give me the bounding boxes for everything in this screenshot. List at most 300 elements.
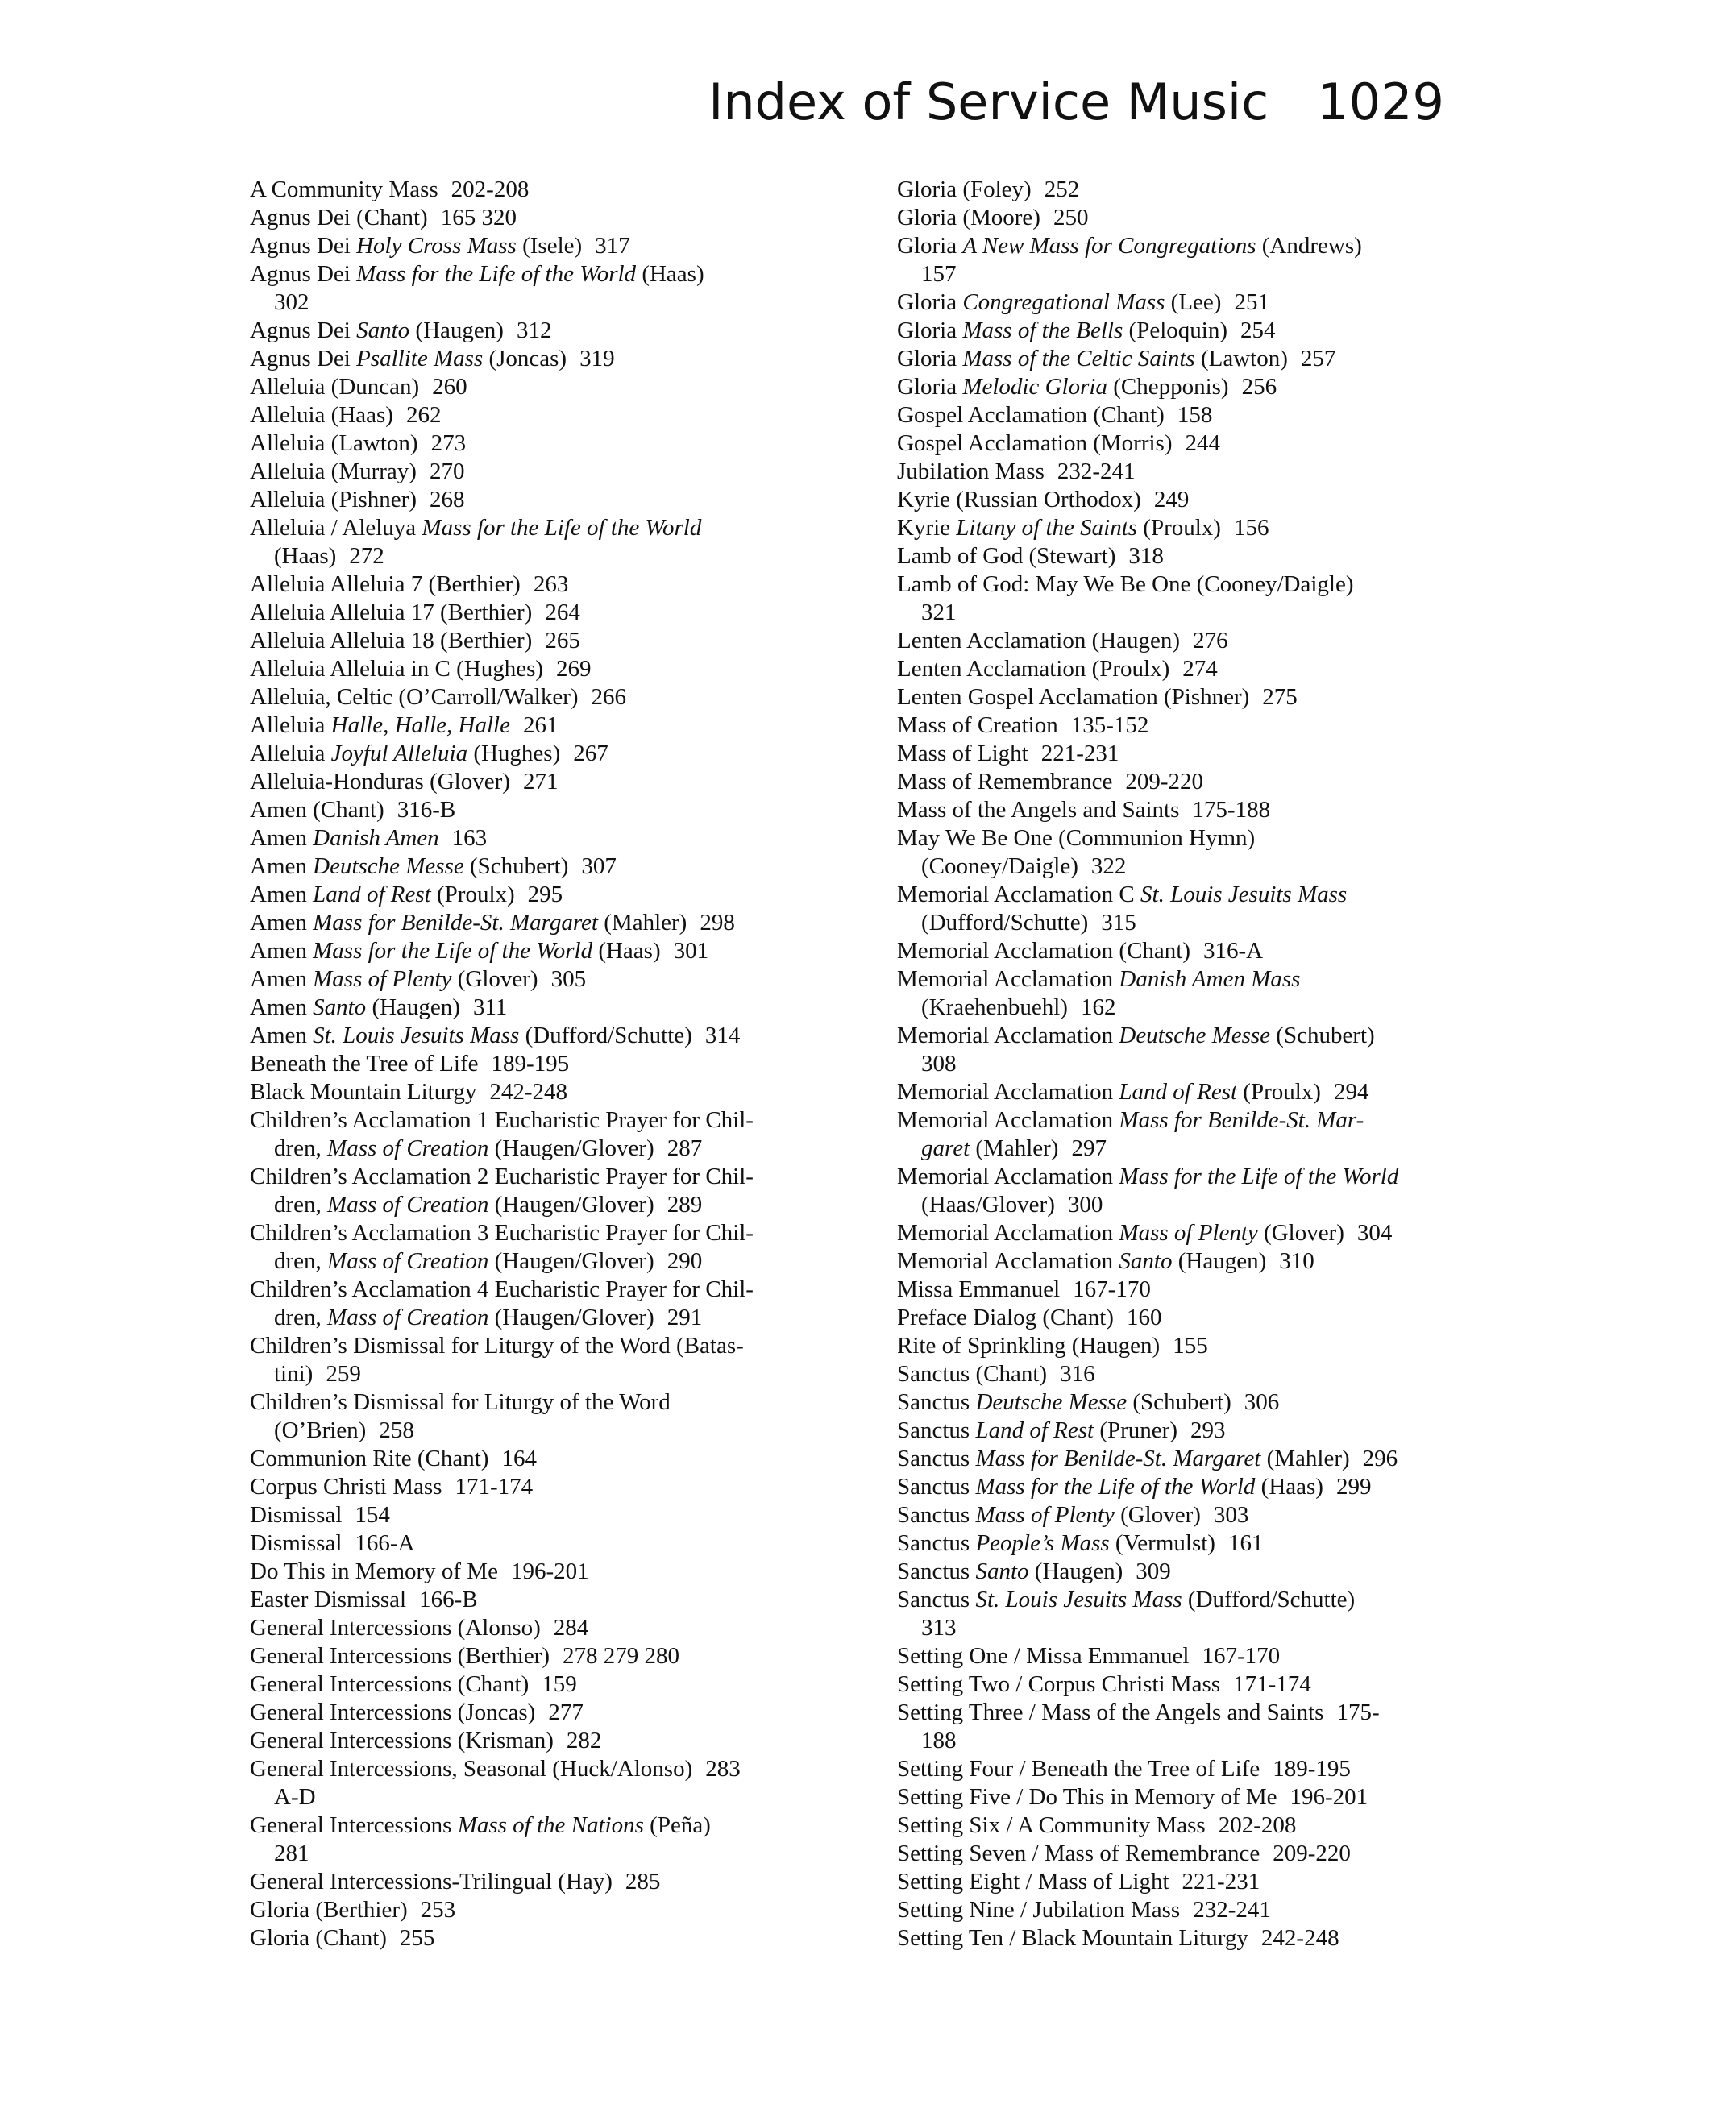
index-column-right xyxy=(897,176,1461,1952)
entry-text: Holy Cross Mass xyxy=(356,233,517,259)
entry-text: Gloria xyxy=(897,374,963,400)
entry-text: (Pruner) xyxy=(1094,1417,1177,1443)
entry-text: Setting Eight / Mass of Light xyxy=(897,1869,1169,1894)
entry-text: Agnus Dei xyxy=(250,233,357,259)
entry-text: Deutsche Messe xyxy=(1119,1023,1271,1048)
index-entry xyxy=(897,571,1461,627)
entry-page-ref: 232-241 xyxy=(1193,1897,1271,1923)
entry-page-ref: 290 xyxy=(667,1248,703,1274)
entry-text: Amen xyxy=(250,938,314,964)
entry-page-ref: 271 xyxy=(522,769,559,795)
entry-page-ref: 266 xyxy=(591,684,627,710)
entry-text: Melodic Gloria xyxy=(962,374,1107,400)
entry-text: (Chepponis) xyxy=(1107,374,1229,400)
index-entry xyxy=(250,796,814,824)
index-entry xyxy=(897,824,1461,881)
entry-page-ref: 265 xyxy=(545,628,580,654)
index-entry xyxy=(897,429,1461,458)
entry-text: Alleluia Alleluia 18 (Berthier) xyxy=(250,628,533,654)
entry-text: 313 xyxy=(921,1615,957,1641)
index-entry xyxy=(250,1727,814,1755)
entry-page-ref: 287 xyxy=(667,1135,703,1161)
index-entry xyxy=(250,1332,814,1388)
entry-text: dren, xyxy=(274,1305,328,1330)
entry-page-ref: 305 xyxy=(550,966,587,992)
entry-text: (Haas) xyxy=(636,261,704,287)
entry-page-ref: 196-201 xyxy=(1290,1784,1368,1810)
entry-text: Amen xyxy=(250,1023,314,1048)
index-entry xyxy=(250,1642,814,1670)
entry-page-ref: 289 xyxy=(667,1192,703,1218)
entry-page-ref: 135-152 xyxy=(1070,712,1149,738)
entry-page-ref: 319 xyxy=(579,346,615,371)
entry-text: St. Louis Jesuits Mass xyxy=(1140,882,1348,907)
entry-text: Alleluia (Lawton) xyxy=(250,430,418,456)
entry-page-ref: 303 xyxy=(1213,1502,1249,1528)
entry-text: Memorial Acclamation xyxy=(897,1248,1119,1274)
entry-text: (Schubert) xyxy=(1270,1023,1375,1048)
entry-text: garet xyxy=(921,1135,970,1161)
entry-page-ref: 293 xyxy=(1190,1417,1226,1443)
index-entry xyxy=(897,373,1461,401)
index-entry xyxy=(897,1247,1461,1276)
entry-text: General Intercessions (Joncas) xyxy=(250,1699,536,1725)
entry-text: Kyrie xyxy=(897,515,957,541)
entry-text: Halle, Halle, Halle xyxy=(330,712,510,738)
entry-text: Alleluia xyxy=(250,712,331,738)
entry-page-ref: 314 xyxy=(704,1023,741,1048)
entry-text: Danish Amen xyxy=(313,825,439,851)
entry-page-ref: 167-170 xyxy=(1202,1643,1281,1669)
entry-text: Alleluia xyxy=(250,741,331,766)
entry-page-ref: 252 xyxy=(1044,176,1080,202)
entry-text: Land of Rest xyxy=(313,882,431,907)
index-entry xyxy=(250,965,814,994)
index-entry xyxy=(897,232,1461,288)
entry-text: 321 xyxy=(921,600,957,625)
entry-page-ref: 254 xyxy=(1240,317,1276,343)
entry-text: Mass of Light xyxy=(897,741,1028,766)
entry-text: Memorial Acclamation C xyxy=(897,882,1141,907)
entry-text: Lamb of God: May We Be One (Cooney/Daigle) xyxy=(897,571,1354,597)
entry-text: Mass of Plenty xyxy=(313,966,452,992)
index-entry xyxy=(897,1276,1461,1304)
entry-text: Amen xyxy=(250,882,314,907)
entry-text: Gloria (Chant) xyxy=(250,1925,387,1951)
entry-text: Setting One / Missa Emmanuel xyxy=(897,1643,1190,1669)
index-entry xyxy=(250,317,814,345)
entry-page-ref: 189-195 xyxy=(491,1051,570,1077)
entry-text: Preface Dialog (Chant) xyxy=(897,1305,1114,1330)
index-entry xyxy=(250,514,814,571)
entry-text: Corpus Christi Mass xyxy=(250,1474,442,1500)
entry-text: St. Louis Jesuits Mass xyxy=(313,1023,520,1048)
entry-page-ref: 166-B xyxy=(419,1587,478,1612)
index-entry xyxy=(897,1332,1461,1360)
entry-text: (Haas) xyxy=(592,938,661,964)
entry-page-ref: 196-201 xyxy=(510,1558,589,1584)
entry-text: Mass of the Bells xyxy=(962,317,1123,343)
entry-page-ref: 298 xyxy=(700,910,735,936)
entry-text: Santo xyxy=(313,994,367,1020)
index-entry xyxy=(250,1050,814,1078)
entry-page-ref: 301 xyxy=(673,938,709,964)
index-entry xyxy=(250,1388,814,1445)
entry-page-ref: 310 xyxy=(1279,1248,1314,1274)
index-entry xyxy=(250,1670,814,1699)
entry-text: Do This in Memory of Me xyxy=(250,1558,498,1584)
entry-page-ref: 270 xyxy=(429,459,465,484)
entry-text: Children’s Dismissal for Liturgy of the Word xyxy=(250,1389,671,1415)
index-entry xyxy=(250,853,814,881)
entry-text: Lenten Gospel Acclamation (Pishner) xyxy=(897,684,1250,710)
entry-text: Children’s Acclamation 4 Eucharistic Prayer for Chil- xyxy=(250,1276,754,1302)
entry-page-ref: 282 xyxy=(566,1728,602,1753)
entry-page-ref: 232-241 xyxy=(1057,459,1136,484)
index-entry xyxy=(897,1811,1461,1840)
index-entry xyxy=(250,1699,814,1727)
entry-text: Alleluia / Aleluya xyxy=(250,515,422,541)
entry-page-ref: 306 xyxy=(1244,1389,1280,1415)
index-entry xyxy=(897,1078,1461,1106)
index-entry xyxy=(250,1501,814,1529)
entry-text: Land of Rest xyxy=(1119,1079,1238,1105)
entry-page-ref: 316-B xyxy=(397,797,456,823)
entry-text: Mass for the Life of the World xyxy=(975,1474,1256,1500)
entry-text: Mass for the Life of the World xyxy=(422,515,702,541)
index-entry xyxy=(897,1586,1461,1642)
entry-page-ref: 312 xyxy=(516,317,552,343)
entry-text: (Joncas) xyxy=(483,346,567,371)
entry-text: Mass for the Life of the World xyxy=(313,938,593,964)
entry-page-ref: 189-195 xyxy=(1273,1756,1351,1782)
index-entry xyxy=(250,1896,814,1924)
entry-text: (Peloquin) xyxy=(1123,317,1227,343)
entry-page-ref: 316-A xyxy=(1203,938,1264,964)
entry-text: Sanctus xyxy=(897,1389,976,1415)
entry-text: Mass of the Angels and Saints xyxy=(897,797,1180,823)
entry-text: Setting Seven / Mass of Remembrance xyxy=(897,1840,1260,1866)
index-entry xyxy=(250,1078,814,1106)
entry-page-ref: 276 xyxy=(1193,628,1228,654)
entry-text: Kyrie (Russian Orthodox) xyxy=(897,487,1141,512)
entry-text: Children’s Acclamation 1 Eucharistic Prayer for Chil- xyxy=(250,1107,754,1133)
index-entry xyxy=(897,1670,1461,1699)
index-entry xyxy=(250,1558,814,1586)
entry-text: (Dufford/Schutte) xyxy=(519,1023,692,1048)
entry-text: Children’s Dismissal for Liturgy of the Word (Batas- xyxy=(250,1333,744,1359)
index-entry xyxy=(250,712,814,740)
entry-text: Alleluia, Celtic (O’Carroll/Walker) xyxy=(250,684,579,710)
entry-text: (Glover) xyxy=(1257,1220,1344,1246)
index-entry xyxy=(897,1755,1461,1783)
entry-text: Mass of Creation xyxy=(327,1135,489,1161)
entry-page-ref: 260 xyxy=(432,374,467,400)
entry-text: General Intercessions-Trilingual (Hay) xyxy=(250,1869,613,1894)
index-entry xyxy=(897,1388,1461,1417)
entry-text: Gospel Acclamation (Morris) xyxy=(897,430,1173,456)
page-number: 1029 xyxy=(1317,73,1444,131)
index-entry xyxy=(897,1529,1461,1558)
entry-text: Alleluia (Murray) xyxy=(250,459,417,484)
entry-text: (Dufford/Schutte) xyxy=(1182,1587,1356,1612)
index-entry xyxy=(897,1840,1461,1868)
index-entry xyxy=(250,1219,814,1276)
index-entry xyxy=(250,909,814,937)
entry-text: Sanctus xyxy=(897,1558,976,1584)
entry-page-ref: 263 xyxy=(533,571,569,597)
entry-text: Memorial Acclamation xyxy=(897,1220,1119,1246)
entry-text: Alleluia-Honduras (Glover) xyxy=(250,769,510,795)
index-entry xyxy=(897,1642,1461,1670)
entry-text: Setting Five / Do This in Memory of Me xyxy=(897,1784,1277,1810)
entry-text: Mass of Plenty xyxy=(1119,1220,1258,1246)
entry-page-ref: 161 xyxy=(1227,1530,1264,1556)
entry-text: (Mahler) xyxy=(1260,1446,1350,1471)
entry-text: Gloria xyxy=(897,317,963,343)
index-entry xyxy=(250,401,814,429)
entry-text: Sanctus xyxy=(897,1446,976,1471)
entry-text: (Haugen) xyxy=(1172,1248,1267,1274)
entry-text: (Lee) xyxy=(1165,289,1222,315)
entry-text: Gloria (Berthier) xyxy=(250,1897,408,1923)
entry-text: Communion Rite (Chant) xyxy=(250,1446,489,1471)
entry-text: Alleluia (Pishner) xyxy=(250,487,417,512)
entry-text: Agnus Dei xyxy=(250,261,357,287)
entry-text: (Proulx) xyxy=(1137,515,1221,541)
entry-text: Mass of Remembrance xyxy=(897,769,1113,795)
index-entry xyxy=(897,1558,1461,1586)
entry-text: (Mahler) xyxy=(598,910,687,936)
entry-page-ref: 311 xyxy=(472,994,508,1020)
entry-text: 302 xyxy=(274,289,309,315)
entry-text: Agnus Dei (Chant) xyxy=(250,205,428,230)
entry-page-ref: 291 xyxy=(667,1305,703,1330)
entry-page-ref: 256 xyxy=(1241,374,1277,400)
entry-text: Alleluia (Duncan) xyxy=(250,374,420,400)
index-entry xyxy=(250,599,814,627)
index-entry xyxy=(897,1501,1461,1529)
index-entry xyxy=(250,345,814,373)
entry-text: A Community Mass xyxy=(250,176,438,202)
entry-page-ref: 171-174 xyxy=(1233,1671,1311,1697)
entry-page-ref: 300 xyxy=(1067,1192,1103,1218)
entry-page-ref: 249 xyxy=(1153,487,1190,512)
entry-text: Mass of Creation xyxy=(327,1192,489,1218)
entry-text: Mass for Benilde-St. Margaret xyxy=(313,910,598,936)
entry-text: Amen xyxy=(250,825,314,851)
entry-page-ref: 283 xyxy=(705,1756,741,1782)
entry-page-ref: 242-248 xyxy=(1260,1925,1339,1951)
entry-text: People’s Mass xyxy=(975,1530,1110,1556)
entry-text: Black Mountain Liturgy xyxy=(250,1079,477,1105)
index-entry xyxy=(897,740,1461,768)
entry-page-ref: 274 xyxy=(1182,656,1218,682)
index-entry xyxy=(897,1868,1461,1896)
index-entry xyxy=(897,1022,1461,1078)
entry-text: Missa Emmanuel xyxy=(897,1276,1061,1302)
index-entry xyxy=(897,1445,1461,1473)
entry-page-ref: 304 xyxy=(1356,1220,1393,1246)
entry-page-ref: 316 xyxy=(1060,1361,1095,1387)
entry-page-ref: 175- xyxy=(1336,1699,1380,1725)
index-entry xyxy=(897,204,1461,232)
index-entry xyxy=(897,1106,1461,1163)
entry-text: Santo xyxy=(975,1558,1029,1584)
entry-page-ref: 294 xyxy=(1333,1079,1369,1105)
entry-text: (Vermulst) xyxy=(1109,1530,1215,1556)
index-entry xyxy=(250,1811,814,1868)
entry-text: Setting Six / A Community Mass xyxy=(897,1812,1206,1838)
entry-page-ref: 317 xyxy=(595,233,630,259)
entry-text: (Glover) xyxy=(1114,1502,1201,1528)
entry-page-ref: 244 xyxy=(1185,430,1220,456)
entry-text: Alleluia Alleluia 7 (Berthier) xyxy=(250,571,521,597)
index-entry xyxy=(250,1276,814,1332)
entry-text: Sanctus xyxy=(897,1474,976,1500)
entry-text: Danish Amen Mass xyxy=(1119,966,1301,992)
index-entry xyxy=(250,1445,814,1473)
entry-page-ref: 167-170 xyxy=(1073,1276,1151,1302)
index-entry xyxy=(250,1529,814,1558)
entry-page-ref: 322 xyxy=(1090,853,1127,879)
index-entry xyxy=(897,683,1461,712)
entry-text: (Cooney/Daigle) xyxy=(921,853,1078,879)
entry-text: Mass for the Life of the World xyxy=(356,261,637,287)
index-entry xyxy=(897,542,1461,571)
entry-page-ref: 160 xyxy=(1126,1305,1162,1330)
entry-page-ref: 164 xyxy=(501,1446,537,1471)
entry-text: (Haugen) xyxy=(409,317,504,343)
entry-text: Amen xyxy=(250,966,314,992)
index-entry xyxy=(897,345,1461,373)
entry-text: (Isele) xyxy=(516,233,583,259)
index-entry xyxy=(250,627,814,655)
entry-page-ref: 155 xyxy=(1173,1333,1208,1359)
index-entry xyxy=(250,768,814,796)
entry-text: Gloria (Moore) xyxy=(897,205,1040,230)
entry-text: Mass of Plenty xyxy=(975,1502,1115,1528)
entry-page-ref: 159 xyxy=(542,1671,577,1697)
entry-text: Setting Nine / Jubilation Mass xyxy=(897,1897,1181,1923)
index-entry xyxy=(897,1473,1461,1501)
index-entry xyxy=(897,965,1461,1022)
entry-text: (Proulx) xyxy=(1237,1079,1321,1105)
index-entry xyxy=(250,232,814,260)
entry-text: 281 xyxy=(274,1840,309,1866)
index-entry xyxy=(897,514,1461,542)
entry-text: Mass for Benilde-St. Margaret xyxy=(975,1446,1261,1471)
entry-text: Congregational Mass xyxy=(962,289,1165,315)
index-entry xyxy=(250,373,814,401)
index-column-left xyxy=(250,176,814,1952)
entry-page-ref: 262 xyxy=(405,402,442,428)
index-entry xyxy=(897,1163,1461,1219)
index-entry xyxy=(250,1163,814,1219)
entry-text: Alleluia (Haas) xyxy=(250,402,393,428)
entry-text: (Mahler) xyxy=(970,1135,1059,1161)
entry-text: Memorial Acclamation xyxy=(897,1023,1119,1048)
index-entry xyxy=(250,683,814,712)
entry-page-ref: 253 xyxy=(420,1897,456,1923)
entry-text: Dismissal xyxy=(250,1530,343,1556)
index-entry xyxy=(250,458,814,486)
entry-text: Memorial Acclamation xyxy=(897,1107,1119,1133)
index-entry xyxy=(897,1896,1461,1924)
entry-text: (Haas) xyxy=(1255,1474,1323,1500)
entry-text: Lenten Acclamation (Proulx) xyxy=(897,656,1170,682)
entry-text: Mass of Creation xyxy=(897,712,1058,738)
entry-page-ref: 209-220 xyxy=(1273,1840,1351,1866)
entry-text: (Lawton) xyxy=(1194,346,1288,371)
entry-page-ref: 309 xyxy=(1136,1558,1171,1584)
entry-page-ref: 250 xyxy=(1053,205,1089,230)
entry-page-ref: 202-208 xyxy=(451,176,530,202)
entry-text: dren, xyxy=(274,1192,328,1218)
entry-page-ref: 166-A xyxy=(355,1530,415,1556)
entry-text: Setting Two / Corpus Christi Mass xyxy=(897,1671,1221,1697)
index-entry xyxy=(250,1022,814,1050)
entry-page-ref: 299 xyxy=(1335,1474,1372,1500)
entry-page-ref: 175-188 xyxy=(1192,797,1271,823)
entry-text: General Intercessions (Alonso) xyxy=(250,1615,541,1641)
entry-text: (Hughes) xyxy=(467,741,561,766)
entry-text: St. Louis Jesuits Mass xyxy=(975,1587,1182,1612)
entry-text: General Intercessions (Krisman) xyxy=(250,1728,554,1753)
entry-page-ref: 163 xyxy=(451,825,488,851)
index-entry xyxy=(897,317,1461,345)
entry-text: Gloria (Foley) xyxy=(897,176,1032,202)
index-entry xyxy=(250,204,814,232)
entry-text: Joyful Alleluia xyxy=(330,741,468,766)
entry-text: Amen xyxy=(250,994,314,1020)
index-entry xyxy=(897,1417,1461,1445)
entry-page-ref: 251 xyxy=(1234,289,1269,315)
entry-page-ref: 162 xyxy=(1080,994,1116,1020)
entry-text: Sanctus xyxy=(897,1502,976,1528)
entry-text: (Andrews) xyxy=(1256,233,1362,259)
entry-text: Alleluia Alleluia in C (Hughes) xyxy=(250,656,544,682)
index-entry xyxy=(897,881,1461,937)
entry-text: Sanctus xyxy=(897,1417,976,1443)
entry-text: Mass for the Life of the World xyxy=(1119,1164,1399,1189)
index-entry xyxy=(250,429,814,458)
entry-text: (Haugen/Glover) xyxy=(488,1248,654,1274)
entry-text: Litany of the Saints xyxy=(956,515,1138,541)
index-entry xyxy=(897,1699,1461,1755)
entry-text: Dismissal xyxy=(250,1502,343,1528)
index-entry xyxy=(250,740,814,768)
index-entry xyxy=(250,571,814,599)
entry-text: Memorial Acclamation xyxy=(897,1164,1119,1189)
entry-text: 157 xyxy=(921,261,957,287)
entry-page-ref: 259 xyxy=(326,1361,361,1387)
entry-text: Gloria xyxy=(897,346,963,371)
entry-text: Agnus Dei xyxy=(250,346,357,371)
index-entry xyxy=(250,1473,814,1501)
index-entry xyxy=(897,1360,1461,1388)
entry-text: Memorial Acclamation (Chant) xyxy=(897,938,1191,964)
entry-text: (Kraehenbuehl) xyxy=(921,994,1068,1020)
index-entry xyxy=(250,1106,814,1163)
entry-text: Gospel Acclamation (Chant) xyxy=(897,402,1165,428)
index-entry xyxy=(897,176,1461,204)
entry-text: (Schubert) xyxy=(463,853,569,879)
entry-text: Setting Four / Beneath the Tree of Life xyxy=(897,1756,1260,1782)
entry-text: General Intercessions, Seasonal (Huck/Alonso) xyxy=(250,1756,693,1782)
entry-text: Easter Dismissal xyxy=(250,1587,407,1612)
entry-text: Land of Rest xyxy=(975,1417,1094,1443)
